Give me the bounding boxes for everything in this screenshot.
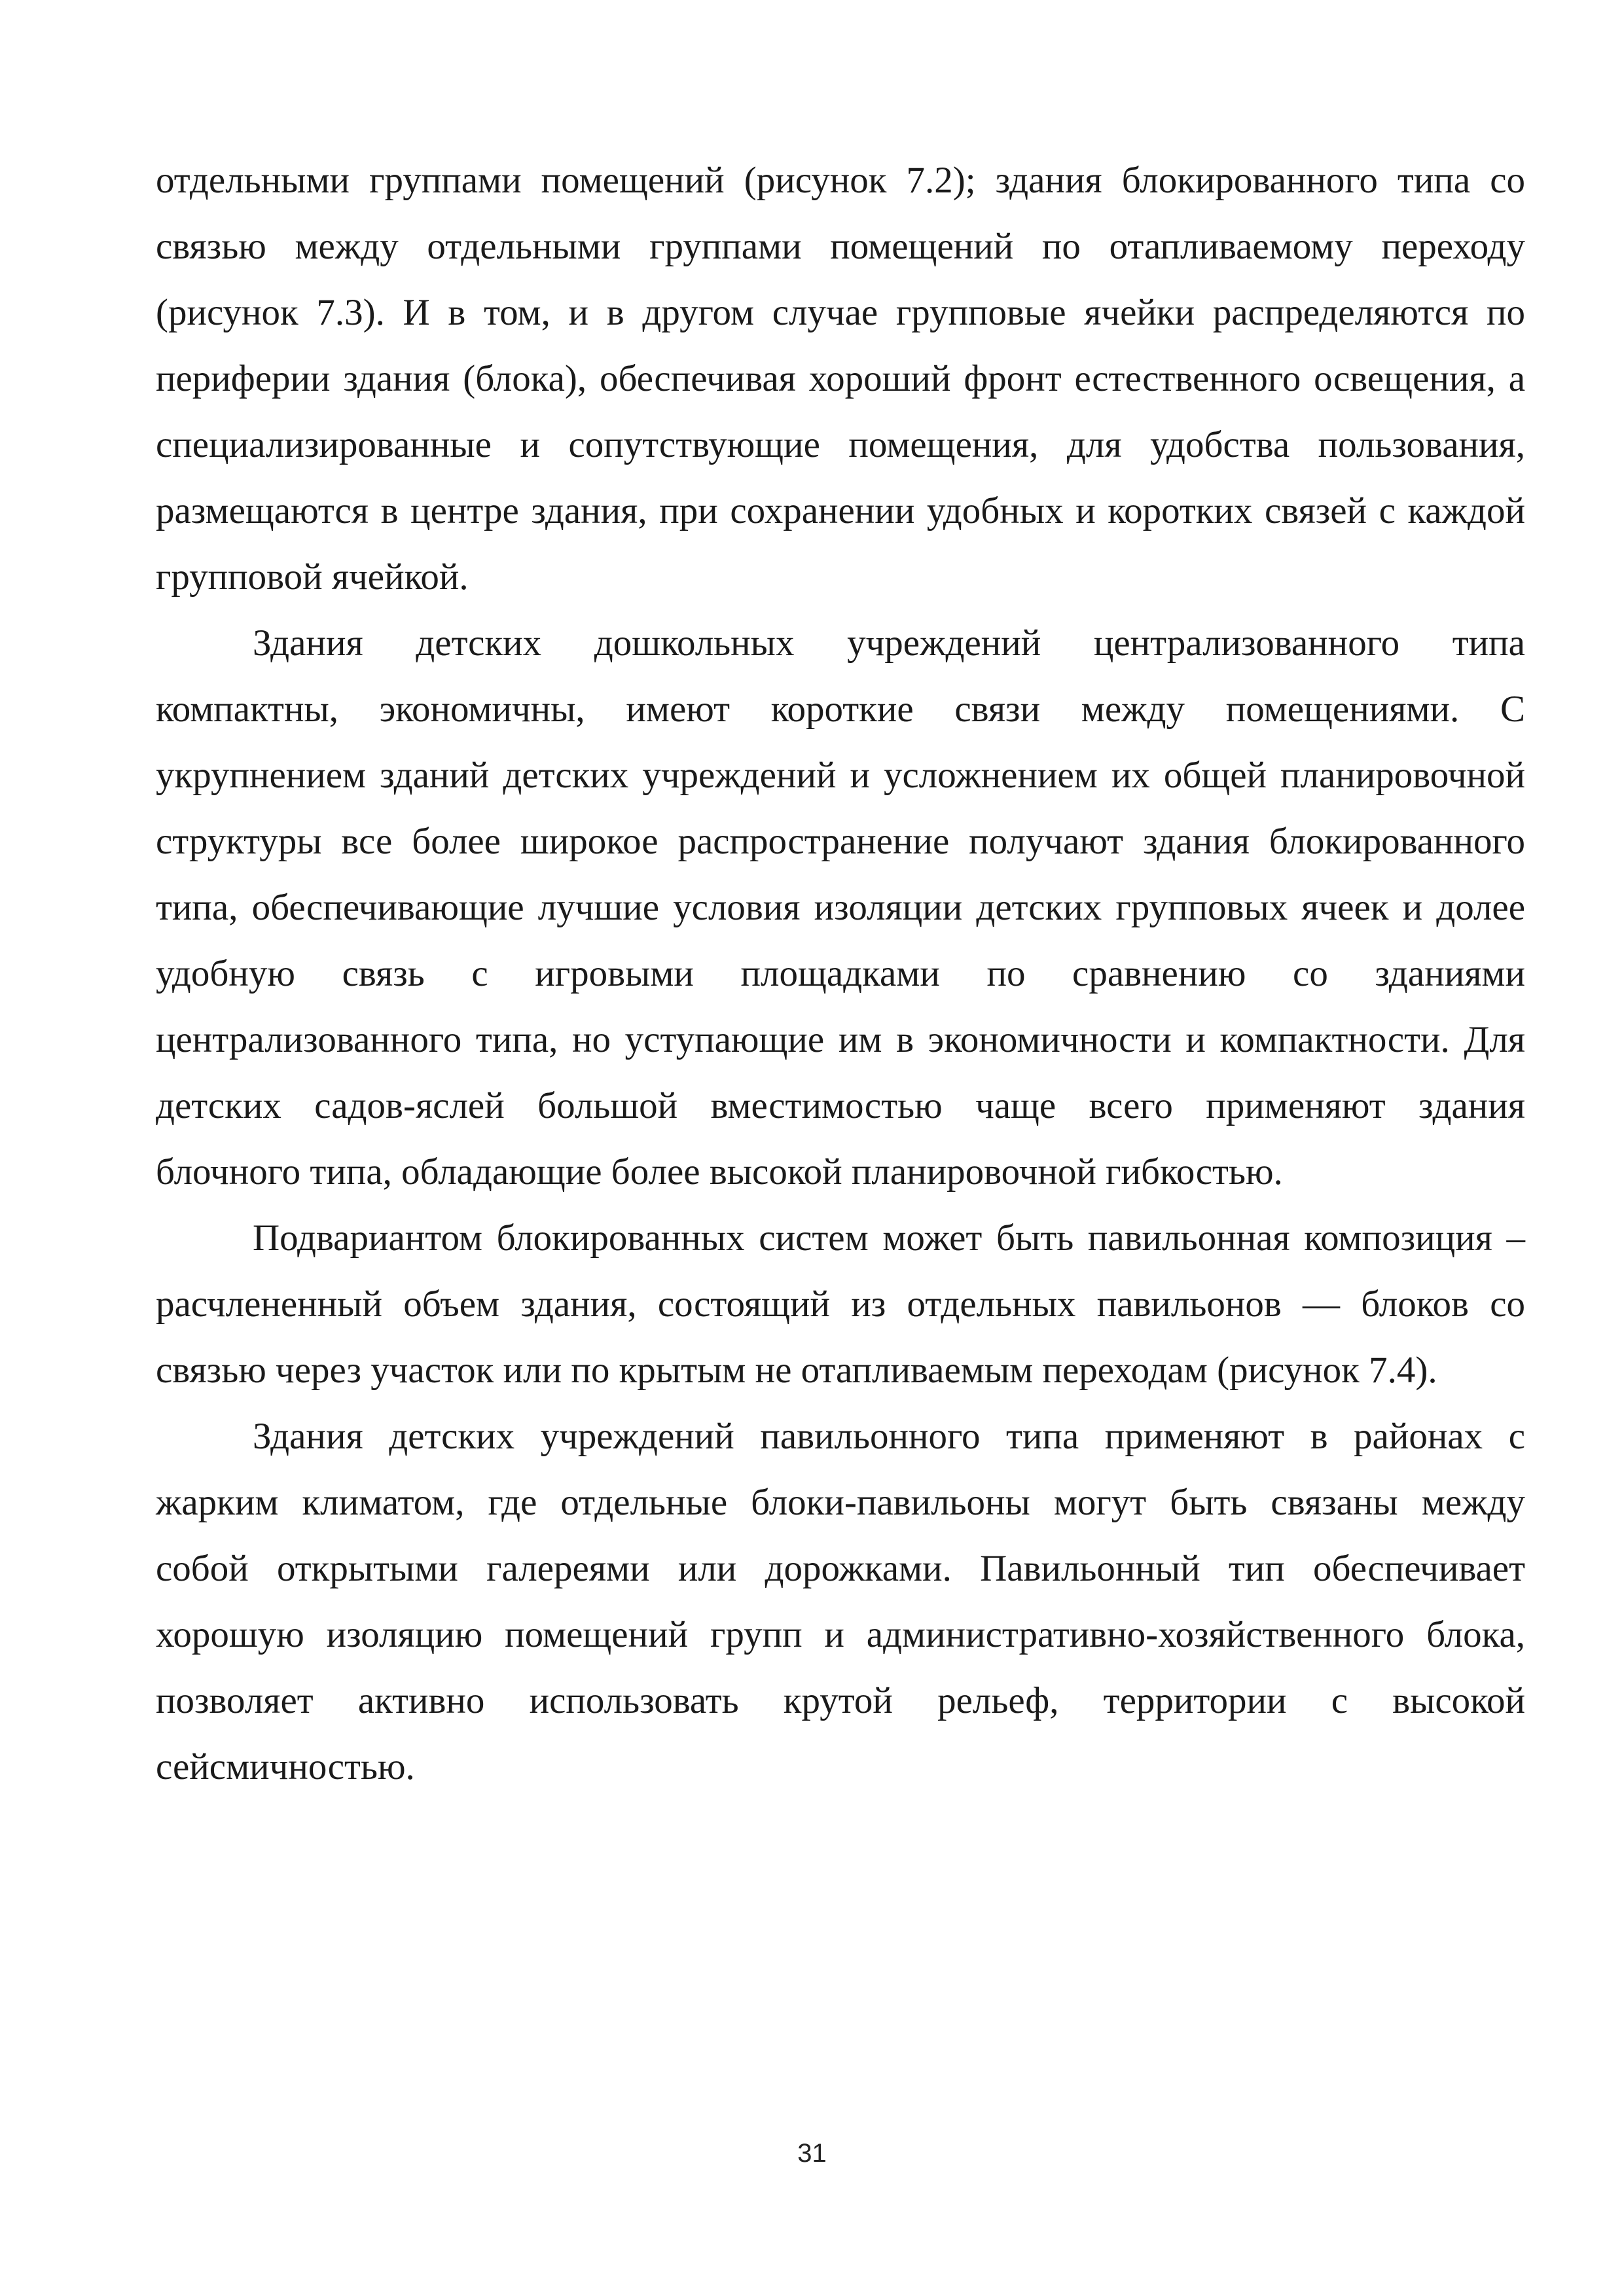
text-line: связью через участок или по крытым не отапливаемым переходам (рисунок 7.4).	[156, 1350, 1437, 1391]
page-number: 31	[797, 2139, 827, 2168]
paragraph	[156, 1403, 1525, 1800]
text-line: периферии здания (блока), обеспечивая хороший фронт естественного освещения, а	[156, 358, 1525, 399]
text-line: расчлененный объем здания, состоящий из отдельных павильонов — блоков со	[156, 1283, 1525, 1325]
text-line: жарким климатом, где отдельные блоки-павильоны могут быть связаны между	[156, 1482, 1525, 1523]
text-line: типа, обеспечивающие лучшие условия изоляции детских групповых ячеек и долее	[156, 887, 1525, 928]
paragraph	[156, 610, 1525, 1205]
text-line: специализированные и сопутствующие помещения, для удобства пользования,	[156, 424, 1525, 465]
text-line: удобную связь с игровыми площадками по сравнению со зданиями	[156, 953, 1525, 994]
paragraph	[156, 147, 1525, 610]
text-line: Подвариантом блокированных систем может быть павильонная композиция –	[253, 1217, 1525, 1259]
body-text	[156, 147, 1525, 1800]
text-line: (рисунок 7.3). И в том, и в другом случае групповые ячейки распределяются по	[156, 292, 1525, 333]
text-line: Здания детских дошкольных учреждений централизованного типа	[253, 622, 1525, 664]
text-line: укрупнением зданий детских учреждений и усложнением их общей планировочной	[156, 755, 1525, 796]
text-line: Здания детских учреждений павильонного типа применяют в районах с	[253, 1416, 1525, 1457]
text-line: блочного типа, обладающие более высокой планировочной гибкостью.	[156, 1151, 1283, 1193]
text-line: компактны, экономичны, имеют короткие связи между помещениями. С	[156, 689, 1525, 730]
text-line: отдельными группами помещений (рисунок 7.2); здания блокированного типа со	[156, 160, 1525, 201]
paragraph	[156, 1205, 1525, 1403]
text-line: сейсмичностью.	[156, 1746, 415, 1787]
text-line: позволяет активно использовать крутой рельеф, территории с высокой	[156, 1680, 1525, 1721]
text-line: централизованного типа, но уступающие им в экономичности и компактности. Для	[156, 1019, 1525, 1060]
text-line: хорошую изоляцию помещений групп и административно-хозяйственного блока,	[156, 1614, 1525, 1655]
text-line: структуры все более широкое распространение получают здания блокированного	[156, 821, 1525, 862]
text-line: детских садов-яслей большой вместимостью чаще всего применяют здания	[156, 1085, 1525, 1126]
text-line: размещаются в центре здания, при сохранении удобных и коротких связей с каждой	[156, 490, 1525, 531]
text-line: связью между отдельными группами помещений по отапливаемому переходу	[156, 226, 1525, 267]
text-line: групповой ячейкой.	[156, 556, 469, 598]
text-line: собой открытыми галереями или дорожками. Павильонный тип обеспечивает	[156, 1548, 1525, 1589]
